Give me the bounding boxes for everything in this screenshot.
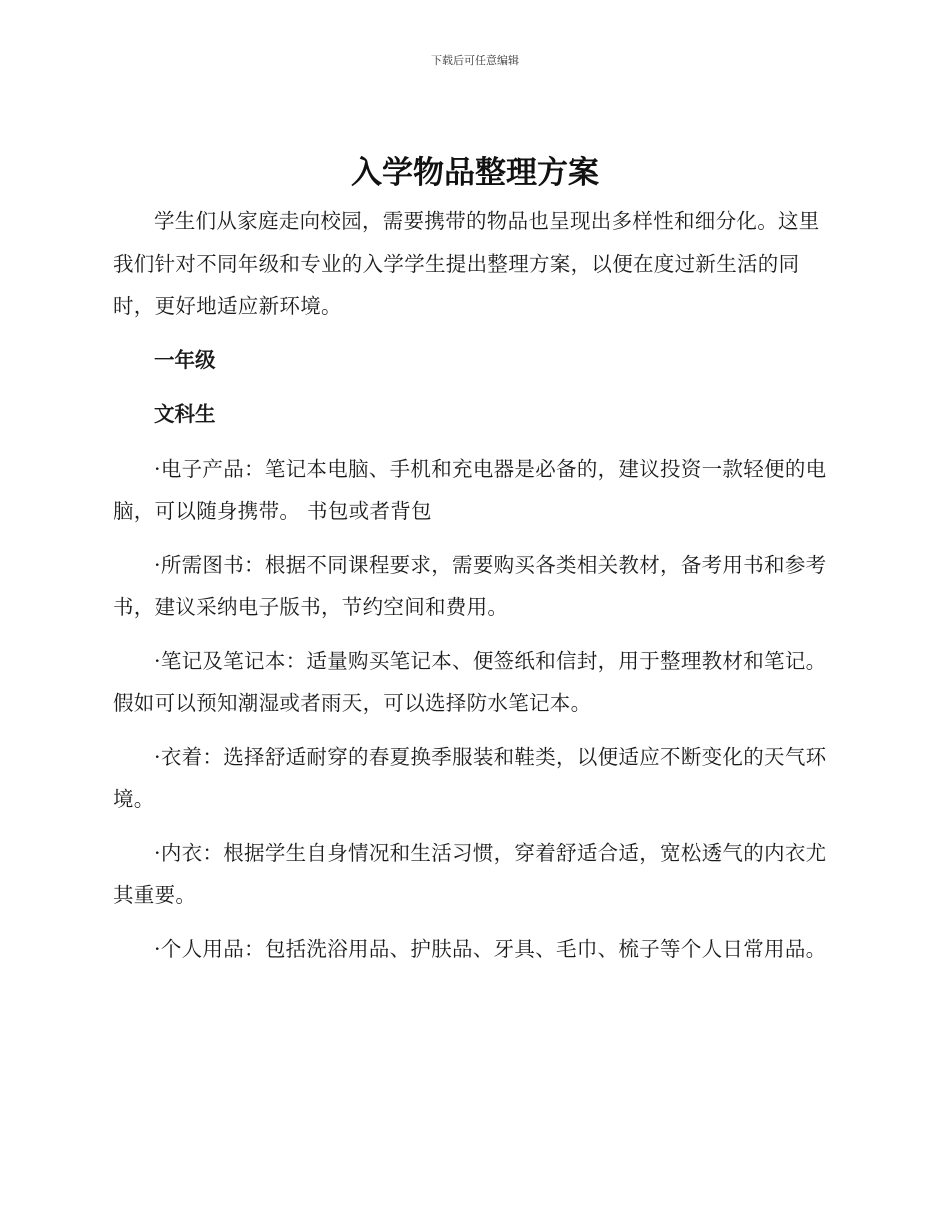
list-item-electronics: ·电子产品：笔记本电脑、手机和充电器是必备的，建议投资一款轻便的电脑，可以随身携带。 书包或者背包 — [113, 456, 827, 523]
document-title: 入学物品整理方案 — [351, 155, 599, 191]
grade-heading: 一年级 — [154, 347, 216, 372]
list-item-notebooks: ·笔记及笔记本：适量购买笔记本、便签纸和信封，用于整理教材和笔记。假如可以预知潮湿或者雨天，可以选择防水笔记本。 — [113, 648, 827, 715]
list-item-books: ·所需图书：根据不同课程要求，需要购买各类相关教材，备考用书和参考书，建议采纳电子版书，节约空间和费用。 — [113, 552, 827, 619]
list-item-clothing: ·衣着：选择舒适耐穿的春夏换季服装和鞋类，以便适应不断变化的天气环境。 — [113, 744, 827, 811]
list-item-personal-items: ·个人用品：包括洗浴用品、护肤品、牙具、毛巾、梳子等个人日常用品。 — [154, 936, 827, 961]
document-body — [113, 200, 833, 981]
intro-paragraph: 学生们从家庭走向校园，需要携带的物品也呈现出多样性和细分化。这里我们针对不同年级和专业的入学学生提出整理方案，以便在度过新生活的同时，更好地适应新环境。 — [113, 209, 820, 318]
major-heading: 文科生 — [154, 402, 216, 426]
header-note: 下载后可任意编辑 — [431, 54, 519, 67]
list-item-underwear: ·内衣：根据学生自身情况和生活习惯，穿着舒适合适，宽松透气的内衣尤其重要。 — [113, 840, 827, 907]
